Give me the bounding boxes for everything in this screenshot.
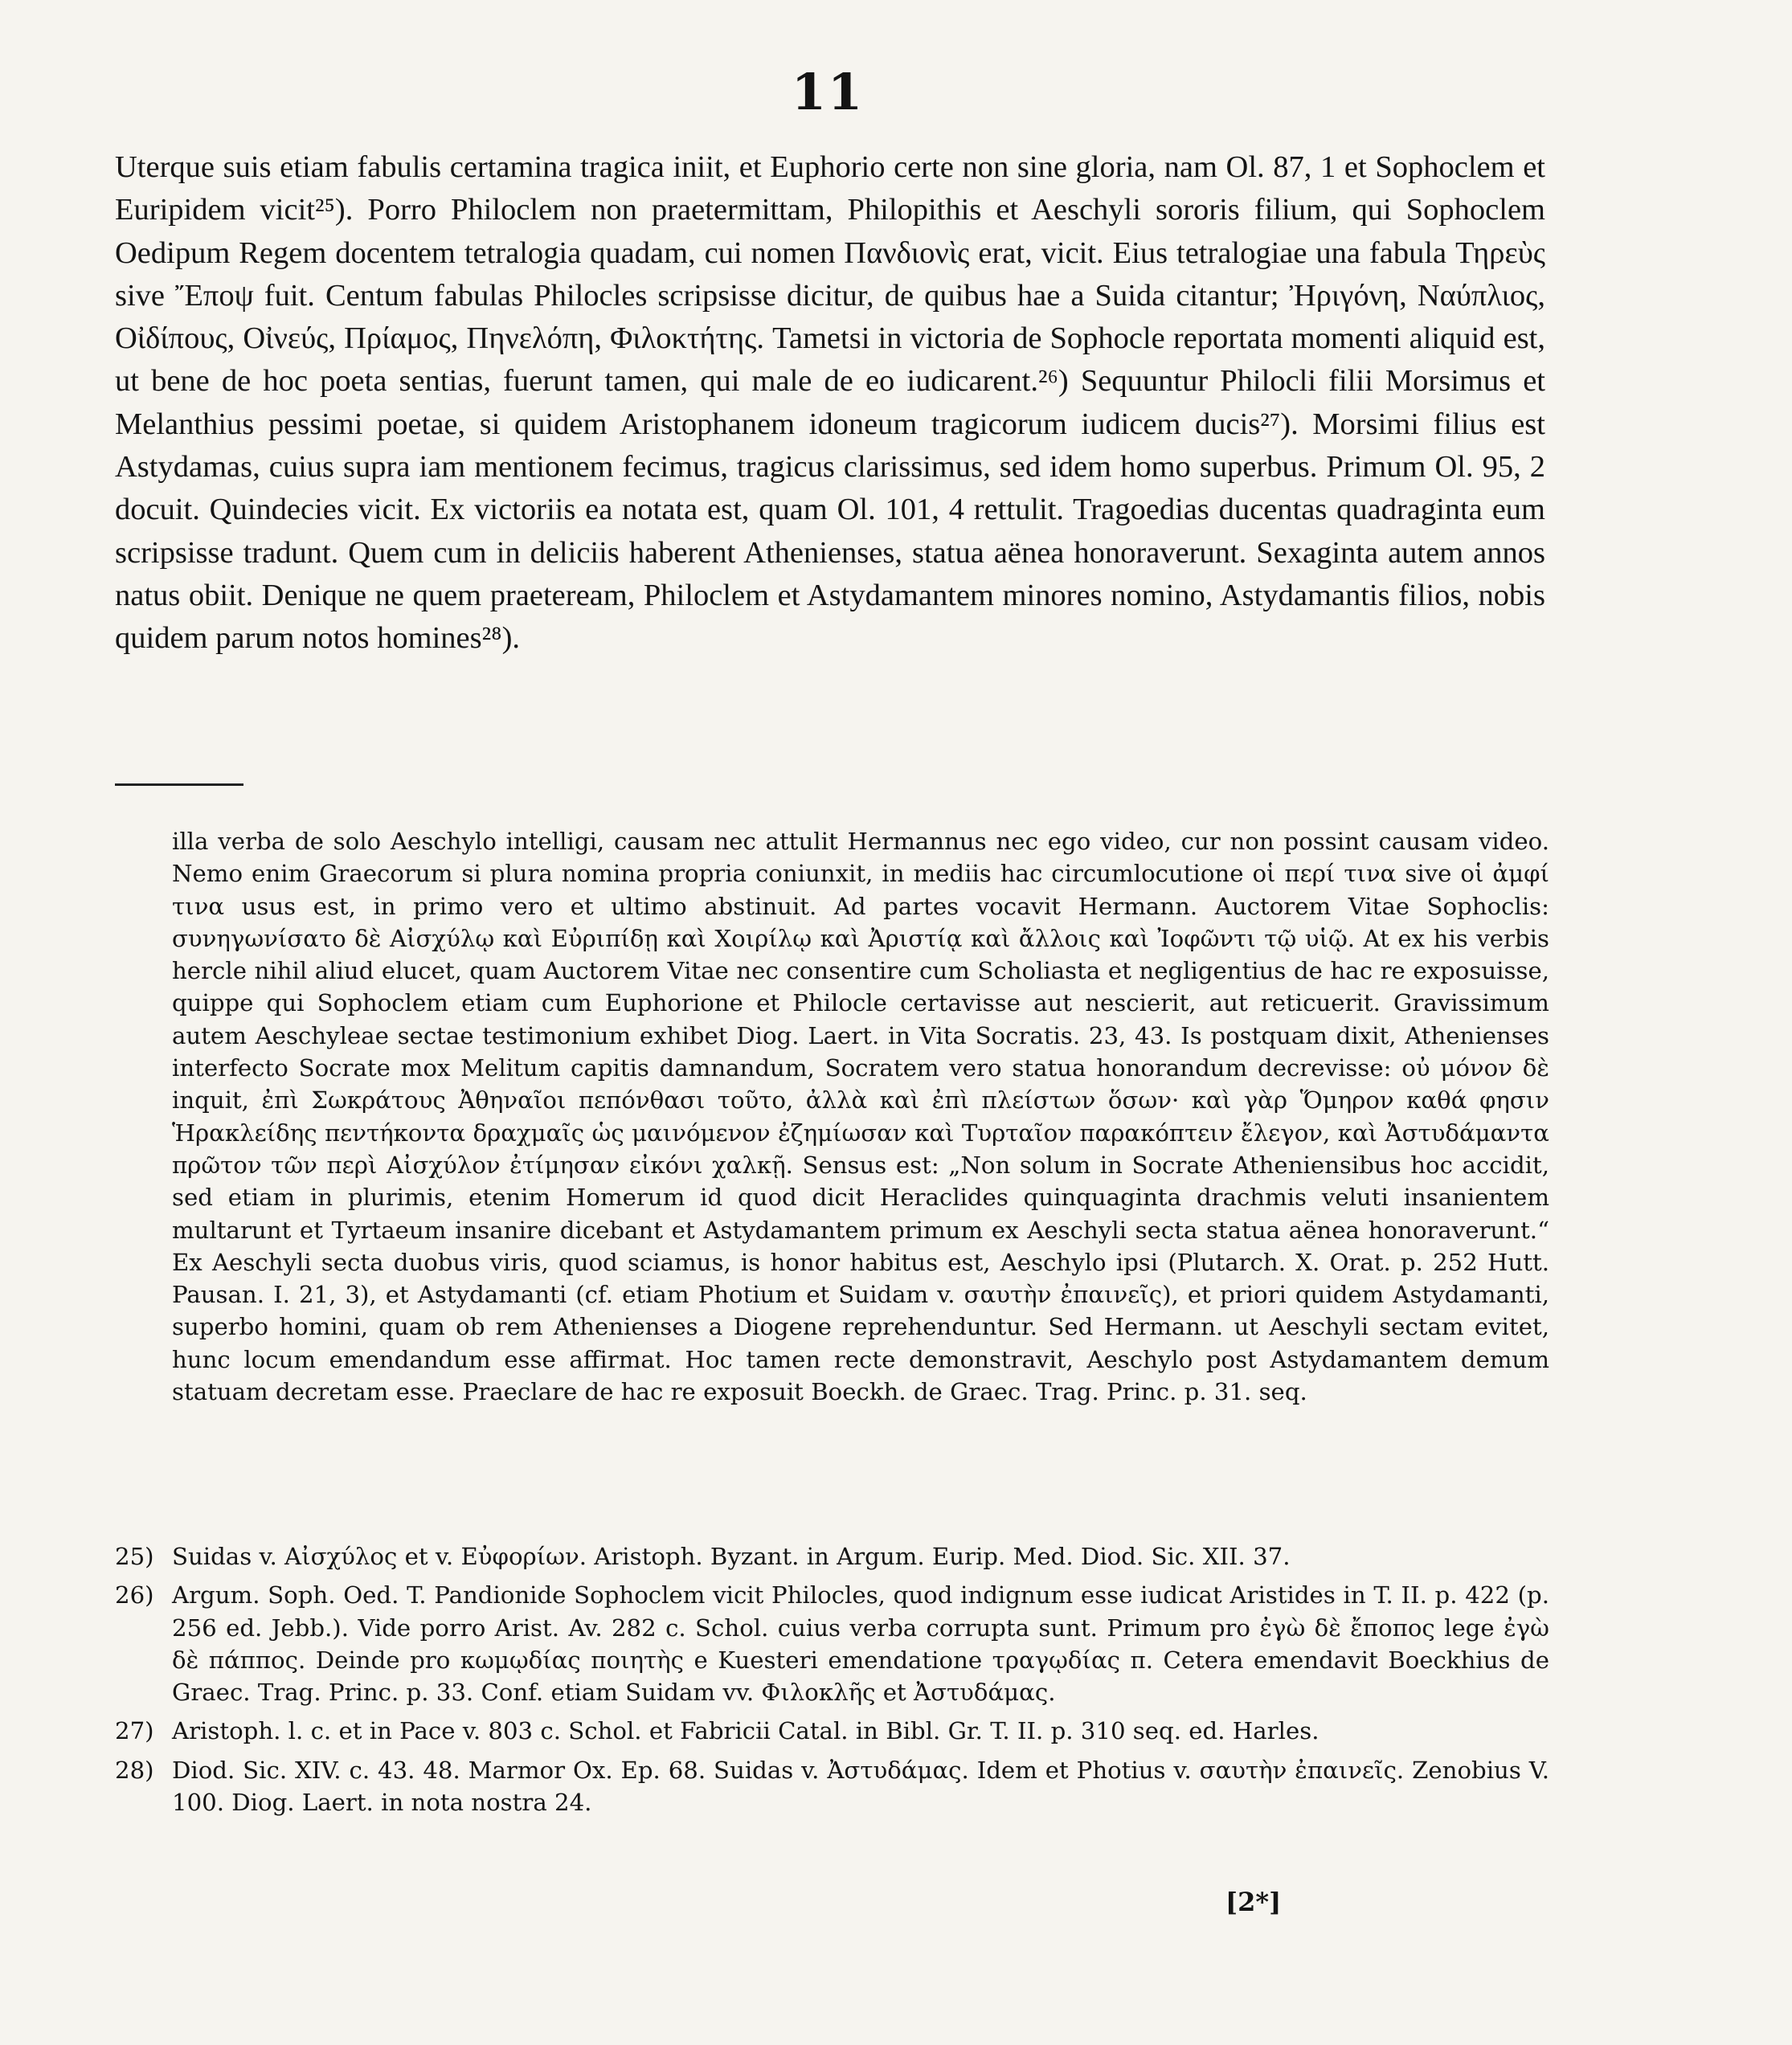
footnote-text: Suidas v. Αἰσχύλος et v. Εὐφορίων. Aristoph. Byzant. in Argum. Eurip. Med. Diod. Sic. XII. 37.: [172, 1543, 1291, 1570]
footnote-27: [115, 1715, 1549, 1747]
footnote-separator: [115, 783, 243, 786]
footnote-number: 26): [115, 1581, 154, 1609]
footnote-text: Diod. Sic. XIV. c. 43. 48. Marmor Ox. Ep. 68. Suidas v. Ἀστυδάμας. Idem et Photius v. σαυτὴν ἐπαινεῖς. Zenobius V. 100. Diog. Laert. in nota nostra 24.: [172, 1756, 1549, 1817]
footnote-25: [115, 1540, 1549, 1573]
footnote-continuation-text: illa verba de solo Aeschylo intelligi, causam nec attulit Hermannus nec ego video, cur non possint causam video. Nemo enim Graecorum si plura nomina propria coniunxit, in mediis hac circumlocutione οἱ περί τινα sive οἱ ἀμφί τινα usus est, in primo vero et ultimo abstinuit. Ad partes vocavit Hermann. Auctorem Vitae Sophoclis: συνηγωνίσατο δὲ Αἰσχύλῳ καὶ Εὐριπίδῃ καὶ Χοιρίλῳ καὶ Ἀριστίᾳ καὶ ἄλλοις καὶ Ἰοφῶντι τῷ υἱῷ. At ex his verbis hercle nihil aliud elucet, quam Auctorem Vitae nec consentire cum Scholiasta et negligentius de hac re exposuisse, quippe qui Sophoclem etiam cum Euphorione et Philocle certavisse aut nescierit, aut reticuerit. Gravissimum autem Aeschyleae sectae testimonium exhibet Diog. Laert. in Vita Socratis. 23, 43. Is postquam dixit, Athenienses interfecto Socrate mox Melitum capitis damnandum, Socratem vero statua honorandum decrevisse: οὐ μόνον δὲ inquit, ἐπὶ Σωκράτους Ἀθηναῖοι πεπόνθασι τοῦτο, ἀλλὰ καὶ ἐπὶ πλείστων ὅσων· καὶ γὰρ Ὅμηρον καθά φησιν Ἡρακλείδης πεντήκοντα δραχμαῖς ὡς μαινόμενον ἐζημίωσαν καὶ Τυρταῖον παρακόπτειν ἔλεγον, καὶ Ἀστυδάμαντα πρῶτον τῶν περὶ Αἰσχύλον ἐτίμησαν εἰκόνι χαλκῇ. Sensus est: „Non solum in Socrate Atheniensibus hoc accidit, sed etiam in plurimis, etenim Homerum id quod dicit Heraclides quinquaginta drachmis veluti insanientem multarunt et Tyrtaeum insanire dicebant et Astydamantem primum ex Aeschyli secta statua aënea honoraverunt.“ Ex Aeschyli secta duobus viris, quod sciamus, is honor habitus est, Aeschylo ipsi (Plutarch. X. Orat. p. 252 Hutt. Pausan. I. 21, 3), et Astydamanti (cf. etiam Photium et Suidam v. σαυτὴν ἐπαινεῖς), et priori quidem Astydamanti, superbo homini, quam ob rem Athenienses a Diogene reprehenduntur. Sed Hermann. ut Aeschyli sectam evitet, hunc locum emendandum esse affirmat. Hoc tamen recte demonstravit, Aeschylo post Astydamantem demum statuam decretam esse. Praeclare de hac re exposuit Boeckh. de Graec. Trag. Princ. p. 31. seq.: [172, 828, 1549, 1406]
signature-mark: [2*]: [1225, 1887, 1282, 1917]
page-number: 11: [791, 63, 865, 121]
main-text: [115, 146, 1545, 661]
footnote-list: [115, 1540, 1549, 1825]
footnote-number: 27): [115, 1717, 154, 1745]
footnote-continuation: [115, 825, 1549, 1408]
footnote-28: [115, 1754, 1549, 1819]
footnote-text: Argum. Soph. Oed. T. Pandionide Sophoclem vicit Philocles, quod indignum esse iudicat Aristides in T. II. p. 422 (p. 256 ed. Jebb.). Vide porro Arist. Av. 282 c. Schol. cuius verba corrupta sunt. Primum pro ἐγὼ δὲ ἔποπος lege ἐγὼ δὲ πάππος. Deinde pro κωμῳδίας ποιητὴς e Kuesteri emendatione τραγῳδίας π. Cetera emendavit Boeckhius de Graec. Trag. Princ. p. 33. Conf. etiam Suidam vv. Φιλοκλῆς et Ἀστυδάμας.: [172, 1581, 1549, 1707]
main-paragraph: Uterque suis etiam fabulis certamina tragica iniit, et Euphorio certe non sine gloria, nam Ol. 87, 1 et Sophoclem et Euripidem vicit²⁵). Porro Philoclem non praetermittam, Philopithis et Aeschyli sororis filium, qui Sophoclem Oedipum Regem docentem tetralogia quadam, cui nomen Πανδιονὶς erat, vicit. Eius tetralogiae una fabula Τηρεὺς sive Ἔποψ fuit. Centum fabulas Philocles scripsisse dicitur, de quibus hae a Suida citantur; Ἠριγόνη, Ναύπλιος, Οἰδίπους, Οἰνεύς, Πρίαμος, Πηνελόπη, Φιλοκτήτης. Tametsi in victoria de Sophocle reportata momenti aliquid est, ut bene de hoc poeta sentias, fuerunt tamen, qui male de eo iudicarent.²⁶) Sequuntur Philocli filii Morsimus et Melanthius pessimi poetae, si quidem Aristophanem idoneum tragicorum iudicem ducis²⁷). Morsimi filius est Astydamas, cuius supra iam mentionem fecimus, tragicus clarissimus, sed idem homo superbus. Primum Ol. 95, 2 docuit. Quindecies vicit. Ex victoriis ea notata est, quam Ol. 101, 4 rettulit. Tragoedias ducentas quadraginta eum scripsisse tradunt. Quem cum in deliciis haberent Athenienses, statua aënea honoraverunt. Sexaginta autem annos natus obiit. Denique ne quem praeteream, Philoclem et Astydamantem minores nomino, Astydamantis filios, nobis quidem parum notos homines²⁸).: [115, 150, 1545, 656]
footnote-number: 28): [115, 1756, 154, 1784]
footnote-26: [115, 1579, 1549, 1708]
footnote-number: 25): [115, 1543, 154, 1570]
footnote-text: Aristoph. l. c. et in Pace v. 803 c. Schol. et Fabricii Catal. in Bibl. Gr. T. II. p. 310 seq. ed. Harles.: [172, 1717, 1319, 1745]
